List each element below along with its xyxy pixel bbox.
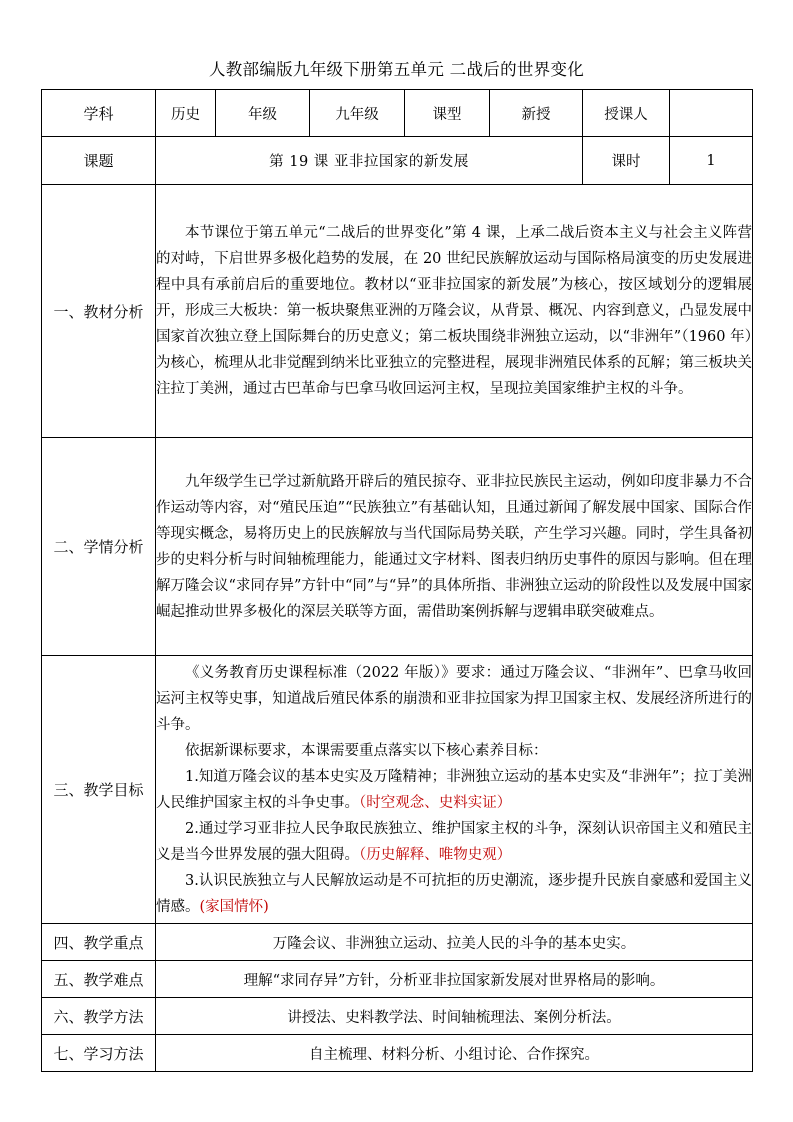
difficulties-label: 五、教学难点 (42, 961, 156, 998)
goal-3 (156, 868, 752, 920)
topic-label: 课题 (42, 137, 156, 185)
key-points-text: 万隆会议、非洲独立运动、拉美人民的斗争的基本史实。 (156, 924, 753, 961)
learning-methods-row (42, 1035, 753, 1072)
topic-value: 第 19 课 亚非拉国家的新发展 (156, 137, 583, 185)
difficulties-row (42, 961, 753, 998)
subject-value: 历史 (156, 90, 216, 137)
key-points-row (42, 924, 753, 961)
student-analysis-label: 二、学情分析 (42, 438, 156, 656)
goal-2-text: 2.通过学习亚非拉人民争取民族独立、维护国家主权的斗争，深刻认识帝国主义和殖民主义是当今世界发展的强大阻碍。 (156, 820, 752, 863)
goals-intro-text: 依据新课标要求，本课需要重点落实以下核心素养目标： (185, 742, 548, 759)
textbook-analysis-row (42, 185, 753, 438)
goal-2 (156, 816, 752, 868)
teaching-methods-row (42, 998, 753, 1035)
goal-2-literacy-tag: （历史解释、唯物史观） (359, 846, 512, 863)
grade-value: 九年级 (310, 90, 405, 137)
difficulties-text: 理解“求同存异”方针，分析亚非拉国家新发展对世界格局的影响。 (156, 961, 753, 998)
type-value: 新授 (490, 90, 583, 137)
learning-methods-text: 自主梳理、材料分析、小组讨论、合作探究。 (156, 1035, 753, 1072)
teaching-methods-text: 讲授法、史料教学法、时间轴梳理法、案例分析法。 (156, 998, 753, 1035)
teaching-goals-label: 三、教学目标 (42, 656, 156, 924)
grade-label: 年级 (216, 90, 310, 137)
key-points-label: 四、教学重点 (42, 924, 156, 961)
student-analysis-row (42, 438, 753, 656)
header-row-1 (42, 90, 753, 137)
teacher-label: 授课人 (583, 90, 670, 137)
lesson-plan-table (41, 89, 753, 1072)
student-analysis-text: 九年级学生已学过新航路开辟后的殖民掠夺、亚非拉民族民主运动，例如印度非暴力不合作运动等内容，对“殖民压迫”“民族独立”有基础认知，且通过新闻了解发展中国家、国际合作等现实概念，易将历史上的民族解放与当代国际局势关联，产生学习兴趣。同时，学生具备初步的史料分析与时间轴梳理能力，能通过文字材料、图表归纳历史事件的原因与影响。但在理解万隆会议“求同存异”方针中“同”与“异”的具体所指、非洲独立运动的阶段性以及发展中国家崛起推动世界多极化的深层关联等方面，需借助案例拆解与逻辑串联突破难点。 (156, 473, 752, 620)
hours-value: 1 (670, 137, 753, 185)
teacher-value (670, 90, 753, 137)
hours-label: 课时 (583, 137, 670, 185)
curriculum-standard-text: 《义务教育历史课程标准（2022 年版）》要求：通过万隆会议、“非洲年”、巴拿马收回运河主权等史事，知道战后殖民体系的崩溃和亚非拉国家为捍卫国家主权、发展经济所进行的斗争。 (156, 664, 752, 733)
textbook-analysis-label: 一、教材分析 (42, 185, 156, 438)
goal-1 (156, 764, 752, 816)
learning-methods-label: 七、学习方法 (42, 1035, 156, 1072)
document-title: 人教部编版九年级下册第五单元 二战后的世界变化 (208, 60, 585, 79)
teaching-methods-label: 六、教学方法 (42, 998, 156, 1035)
goal-1-text: 1.知道万隆会议的基本史实及万隆精神；非洲独立运动的基本史实及“非洲年”；拉丁美洲人民维护国家主权的斗争史事。 (156, 768, 752, 811)
goal-3-text: 3.认识民族独立与人民解放运动是不可抗拒的历史潮流，逐步提升民族自豪感和爱国主义情感。 (156, 872, 752, 915)
header-row-2 (42, 137, 753, 185)
goal-1-literacy-tag: （时空观念、史料实证） (359, 794, 512, 811)
textbook-analysis-text: 本节课位于第五单元“二战后的世界变化”第 4 课，上承二战后资本主义与社会主义阵营的对峙，下启世界多极化趋势的发展，在 20 世纪民族解放运动与国际格局演变的历史发展进程中具有承前启后的重要地位。教材以“亚非拉国家的新发展”为核心，按区域划分的逻辑展开，形成三大板块：第一板块聚焦亚洲的万隆会议，从背景、概况、内容到意义，凸显发展中国家首次独立登上国际舞台的历史意义；第二板块围绕非洲独立运动，以“非洲年”（1960 年）为核心，梳理从北非觉醒到纳米比亚独立的完整进程，展现非洲殖民体系的瓦解；第三板块关注拉丁美洲，通过古巴革命与巴拿马收回运河主权，呈现拉美国家维护主权的斗争。 (156, 225, 752, 397)
subject-label: 学科 (42, 90, 156, 137)
teaching-goals-row (42, 656, 753, 924)
type-label: 课型 (405, 90, 490, 137)
goal-3-literacy-tag: (家国情怀) (199, 898, 269, 915)
